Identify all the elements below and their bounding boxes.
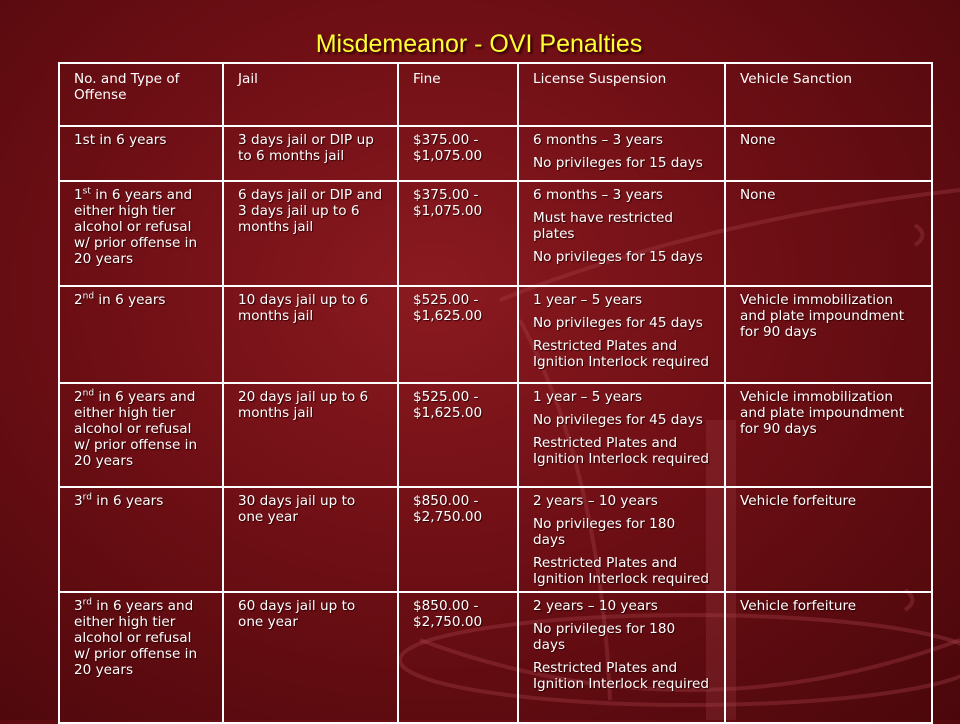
header-license-suspension: License Suspension <box>518 63 725 126</box>
table-row <box>59 592 932 723</box>
jail-cell: 10 days jail up to 6 months jail <box>223 286 398 383</box>
fine-cell: $850.00 - $2,750.00 <box>398 592 518 723</box>
fine-cell: $375.00 - $1,075.00 <box>398 181 518 286</box>
vehicle-cell: Vehicle forfeiture <box>725 592 932 723</box>
penalties-table <box>58 62 933 724</box>
header-fine: Fine <box>398 63 518 126</box>
table-row <box>59 126 932 181</box>
fine-cell: $525.00 - $1,625.00 <box>398 286 518 383</box>
license-cell: 2 years – 10 years No privileges for 180 days Restricted Plates and Ignition Interlock required <box>518 592 725 723</box>
vehicle-cell: None <box>725 181 932 286</box>
jail-cell: 60 days jail up to one year <box>223 592 398 723</box>
offense-cell: 1st in 6 years <box>59 126 223 181</box>
header-jail: Jail <box>223 63 398 126</box>
vehicle-cell: None <box>725 126 932 181</box>
license-cell: 2 years – 10 years No privileges for 180 days Restricted Plates and Ignition Interlock required <box>518 487 725 592</box>
fine-cell: $525.00 - $1,625.00 <box>398 383 518 487</box>
offense-cell: 2nd in 6 years and either high tier alcohol or refusal w/ prior offense in 20 years <box>59 383 223 487</box>
header-offense: No. and Type of Offense <box>59 63 223 126</box>
offense-cell: 2nd in 6 years <box>59 286 223 383</box>
license-cell: 1 year – 5 years No privileges for 45 days Restricted Plates and Ignition Interlock required <box>518 383 725 487</box>
license-cell: 1 year – 5 years No privileges for 45 days Restricted Plates and Ignition Interlock required <box>518 286 725 383</box>
table-row <box>59 181 932 286</box>
offense-cell: 1st in 6 years and either high tier alcohol or refusal w/ prior offense in 20 years <box>59 181 223 286</box>
header-vehicle-sanction: Vehicle Sanction <box>725 63 932 126</box>
table-row <box>59 286 932 383</box>
jail-cell: 30 days jail up to one year <box>223 487 398 592</box>
vehicle-cell: Vehicle immobilization and plate impoundment for 90 days <box>725 286 932 383</box>
offense-cell: 3rd in 6 years and either high tier alcohol or refusal w/ prior offense in 20 years <box>59 592 223 723</box>
jail-cell: 20 days jail up to 6 months jail <box>223 383 398 487</box>
license-cell: 6 months – 3 years No privileges for 15 days <box>518 126 725 181</box>
offense-cell: 3rd in 6 years <box>59 487 223 592</box>
slide-title: Misdemeanor - OVI Penalties <box>315 30 643 58</box>
header-row <box>59 63 932 126</box>
vehicle-cell: Vehicle forfeiture <box>725 487 932 592</box>
jail-cell: 6 days jail or DIP and 3 days jail up to 6 months jail <box>223 181 398 286</box>
jail-cell: 3 days jail or DIP up to 6 months jail <box>223 126 398 181</box>
fine-cell: $850.00 - $2,750.00 <box>398 487 518 592</box>
table-row <box>59 383 932 487</box>
license-cell: 6 months – 3 years Must have restricted plates No privileges for 15 days <box>518 181 725 286</box>
vehicle-cell: Vehicle immobilization and plate impoundment for 90 days <box>725 383 932 487</box>
table-row <box>59 487 932 592</box>
fine-cell: $375.00 - $1,075.00 <box>398 126 518 181</box>
